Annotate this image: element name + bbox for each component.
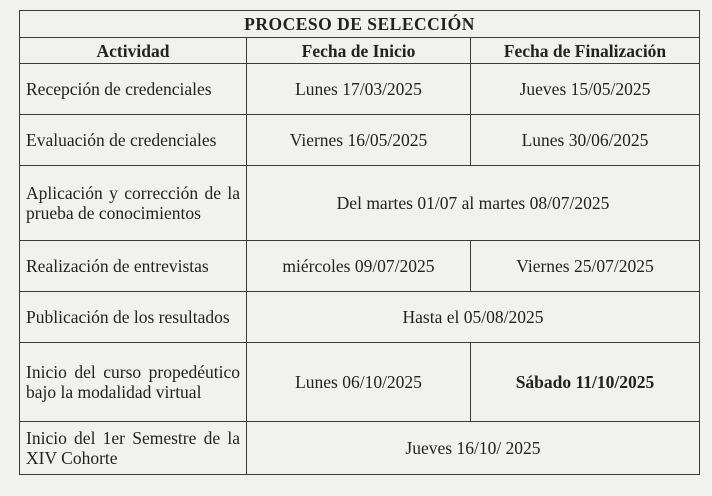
- table-row: [20, 240, 700, 291]
- start-date-cell: Viernes 16/05/2025: [247, 114, 471, 165]
- activity-cell: Inicio del 1er Semestre de la XIV Cohorte: [20, 422, 247, 475]
- start-date-cell: Lunes 17/03/2025: [247, 63, 471, 114]
- table-row: [20, 291, 700, 342]
- table-row: [20, 342, 700, 421]
- activity-cell: Recepción de credenciales: [20, 63, 247, 114]
- start-date-cell: Lunes 06/10/2025: [247, 342, 471, 421]
- date-range-cell: Jueves 16/10/ 2025: [247, 422, 700, 475]
- header-activity: Actividad: [20, 38, 247, 63]
- end-date-cell: Jueves 15/05/2025: [471, 63, 700, 114]
- end-date-cell: Lunes 30/06/2025: [471, 114, 700, 165]
- end-date-cell: Sábado 11/10/2025: [471, 342, 700, 421]
- table-row: [20, 165, 700, 240]
- activity-cell: Inicio del curso propedéutico bajo la modalidad virtual: [20, 342, 247, 421]
- activity-cell: Evaluación de credenciales: [20, 114, 247, 165]
- header-end-date: Fecha de Finalización: [471, 38, 700, 63]
- date-range-cell: Del martes 01/07 al martes 08/07/2025: [247, 165, 700, 240]
- activity-cell: Publicación de los resultados: [20, 291, 247, 342]
- table-title: PROCESO DE SELECCIÓN: [20, 11, 700, 38]
- activity-cell: Aplicación y corrección de la prueba de conocimientos: [20, 165, 247, 240]
- selection-process-table: [19, 10, 700, 475]
- start-date-cell: miércoles 09/07/2025: [247, 240, 471, 291]
- date-range-cell: Hasta el 05/08/2025: [247, 291, 700, 342]
- header-start-date: Fecha de Inicio: [247, 38, 471, 63]
- table-row: [20, 114, 700, 165]
- table-row: [20, 422, 700, 475]
- table-row: [20, 63, 700, 114]
- header-row: [20, 38, 700, 63]
- end-date-cell: Viernes 25/07/2025: [471, 240, 700, 291]
- activity-cell: Realización de entrevistas: [20, 240, 247, 291]
